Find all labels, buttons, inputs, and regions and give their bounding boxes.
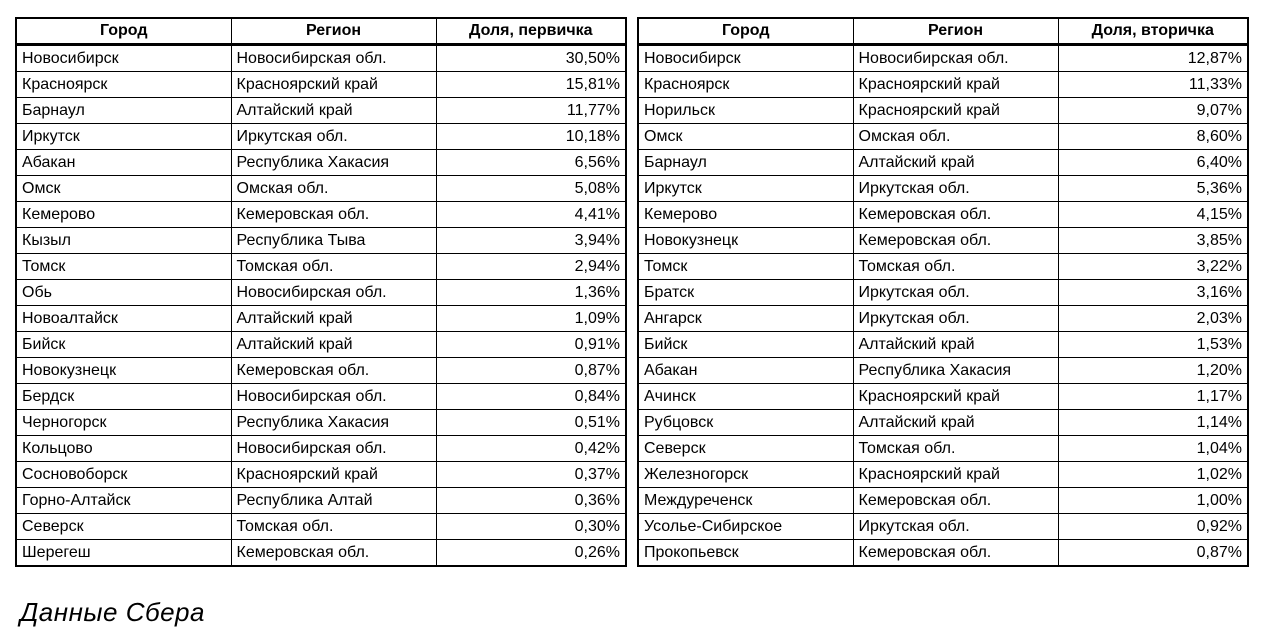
table-row xyxy=(638,332,1248,358)
city-cell: Бийск xyxy=(16,332,231,358)
city-cell: Ангарск xyxy=(638,306,853,332)
region-cell: Красноярский край xyxy=(853,72,1058,98)
region-cell: Красноярский край xyxy=(231,462,436,488)
table-row xyxy=(638,384,1248,410)
city-cell: Кемерово xyxy=(638,202,853,228)
region-cell: Кемеровская обл. xyxy=(853,488,1058,514)
city-cell: Кольцово xyxy=(16,436,231,462)
share-cell: 0,87% xyxy=(436,358,626,384)
share-cell: 0,84% xyxy=(436,384,626,410)
share-cell: 8,60% xyxy=(1058,124,1248,150)
table-row xyxy=(638,436,1248,462)
city-cell: Барнаул xyxy=(16,98,231,124)
region-cell: Новосибирская обл. xyxy=(231,280,436,306)
region-cell: Иркутская обл. xyxy=(853,514,1058,540)
region-cell: Кемеровская обл. xyxy=(231,540,436,567)
share-cell: 0,87% xyxy=(1058,540,1248,567)
table-row xyxy=(16,436,626,462)
table-row xyxy=(638,124,1248,150)
share-cell: 0,37% xyxy=(436,462,626,488)
region-cell: Новосибирская обл. xyxy=(231,436,436,462)
share-cell: 0,36% xyxy=(436,488,626,514)
share-cell: 9,07% xyxy=(1058,98,1248,124)
table-row xyxy=(16,150,626,176)
header-share-secondary: Доля, вторичка xyxy=(1058,18,1248,45)
city-cell: Красноярск xyxy=(16,72,231,98)
table-row xyxy=(638,202,1248,228)
region-cell: Иркутская обл. xyxy=(231,124,436,150)
share-cell: 0,42% xyxy=(436,436,626,462)
city-cell: Рубцовск xyxy=(638,410,853,436)
table-row xyxy=(638,45,1248,72)
share-cell: 1,14% xyxy=(1058,410,1248,436)
region-cell: Томская обл. xyxy=(853,254,1058,280)
region-cell: Алтайский край xyxy=(231,332,436,358)
table-row xyxy=(638,488,1248,514)
region-cell: Омская обл. xyxy=(231,176,436,202)
region-cell: Томская обл. xyxy=(231,254,436,280)
share-cell: 6,56% xyxy=(436,150,626,176)
share-cell: 10,18% xyxy=(436,124,626,150)
region-cell: Томская обл. xyxy=(853,436,1058,462)
share-cell: 3,94% xyxy=(436,228,626,254)
table-row xyxy=(16,254,626,280)
table-row xyxy=(16,72,626,98)
header-row xyxy=(16,18,626,45)
region-cell: Томская обл. xyxy=(231,514,436,540)
share-cell: 1,53% xyxy=(1058,332,1248,358)
city-cell: Братск xyxy=(638,280,853,306)
region-cell: Кемеровская обл. xyxy=(853,202,1058,228)
city-cell: Горно-Алтайск xyxy=(16,488,231,514)
city-cell: Новосибирск xyxy=(16,45,231,72)
region-cell: Алтайский край xyxy=(853,150,1058,176)
table-row xyxy=(16,332,626,358)
region-cell: Алтайский край xyxy=(231,98,436,124)
header-region: Регион xyxy=(231,18,436,45)
share-cell: 4,15% xyxy=(1058,202,1248,228)
share-cell: 2,94% xyxy=(436,254,626,280)
table-row xyxy=(638,254,1248,280)
header-share-primary: Доля, первичка xyxy=(436,18,626,45)
share-cell: 1,17% xyxy=(1058,384,1248,410)
region-cell: Красноярский край xyxy=(853,98,1058,124)
table-row xyxy=(16,540,626,567)
region-cell: Омская обл. xyxy=(853,124,1058,150)
city-cell: Северск xyxy=(638,436,853,462)
source-caption: Данные Сбера xyxy=(20,597,205,627)
table-row xyxy=(16,358,626,384)
share-cell: 4,41% xyxy=(436,202,626,228)
table-row xyxy=(16,228,626,254)
region-cell: Новосибирская обл. xyxy=(231,384,436,410)
city-cell: Железногорск xyxy=(638,462,853,488)
city-cell: Бердск xyxy=(16,384,231,410)
table-row xyxy=(16,124,626,150)
share-cell: 11,77% xyxy=(436,98,626,124)
region-cell: Кемеровская обл. xyxy=(853,540,1058,567)
share-cell: 1,04% xyxy=(1058,436,1248,462)
city-cell: Новоалтайск xyxy=(16,306,231,332)
table-row xyxy=(16,280,626,306)
city-cell: Иркутск xyxy=(638,176,853,202)
share-cell: 2,03% xyxy=(1058,306,1248,332)
table-row xyxy=(16,410,626,436)
share-cell: 6,40% xyxy=(1058,150,1248,176)
table-row xyxy=(638,98,1248,124)
table-row xyxy=(638,176,1248,202)
table-row xyxy=(638,358,1248,384)
region-cell: Иркутская обл. xyxy=(853,176,1058,202)
table-row xyxy=(638,150,1248,176)
share-cell: 12,87% xyxy=(1058,45,1248,72)
city-cell: Омск xyxy=(16,176,231,202)
table-row xyxy=(16,488,626,514)
region-cell: Алтайский край xyxy=(853,410,1058,436)
city-cell: Новосибирск xyxy=(638,45,853,72)
share-cell: 0,26% xyxy=(436,540,626,567)
share-cell: 0,51% xyxy=(436,410,626,436)
city-cell: Абакан xyxy=(16,150,231,176)
region-cell: Республика Хакасия xyxy=(231,150,436,176)
table-row xyxy=(638,540,1248,567)
share-cell: 5,36% xyxy=(1058,176,1248,202)
region-cell: Красноярский край xyxy=(853,462,1058,488)
region-cell: Иркутская обл. xyxy=(853,280,1058,306)
share-cell: 1,36% xyxy=(436,280,626,306)
region-cell: Кемеровская обл. xyxy=(231,358,436,384)
region-cell: Алтайский край xyxy=(853,332,1058,358)
region-cell: Иркутская обл. xyxy=(853,306,1058,332)
city-cell: Новокузнецк xyxy=(638,228,853,254)
table-row xyxy=(16,98,626,124)
table-row xyxy=(16,384,626,410)
share-cell: 1,20% xyxy=(1058,358,1248,384)
city-cell: Обь xyxy=(16,280,231,306)
region-cell: Новосибирская обл. xyxy=(853,45,1058,72)
city-cell: Шерегеш xyxy=(16,540,231,567)
table-row xyxy=(16,202,626,228)
table-row xyxy=(16,45,626,72)
table-row xyxy=(16,176,626,202)
table-row xyxy=(16,514,626,540)
city-cell: Красноярск xyxy=(638,72,853,98)
city-cell: Междуреченск xyxy=(638,488,853,514)
region-cell: Алтайский край xyxy=(231,306,436,332)
city-cell: Прокопьевск xyxy=(638,540,853,567)
region-cell: Республика Тыва xyxy=(231,228,436,254)
city-cell: Абакан xyxy=(638,358,853,384)
city-cell: Кызыл xyxy=(16,228,231,254)
table-row xyxy=(638,462,1248,488)
share-cell: 30,50% xyxy=(436,45,626,72)
share-cell: 0,92% xyxy=(1058,514,1248,540)
header-city: Город xyxy=(638,18,853,45)
tables-row xyxy=(15,17,1261,567)
region-cell: Новосибирская обл. xyxy=(231,45,436,72)
city-cell: Барнаул xyxy=(638,150,853,176)
table-row xyxy=(638,72,1248,98)
share-cell: 1,00% xyxy=(1058,488,1248,514)
city-cell: Кемерово xyxy=(16,202,231,228)
region-cell: Кемеровская обл. xyxy=(853,228,1058,254)
region-cell: Кемеровская обл. xyxy=(231,202,436,228)
share-cell: 0,91% xyxy=(436,332,626,358)
header-region: Регион xyxy=(853,18,1058,45)
table-row xyxy=(638,228,1248,254)
city-cell: Томск xyxy=(638,254,853,280)
region-cell: Республика Хакасия xyxy=(231,410,436,436)
region-cell: Красноярский край xyxy=(853,384,1058,410)
share-cell: 1,09% xyxy=(436,306,626,332)
city-cell: Бийск xyxy=(638,332,853,358)
city-cell: Норильск xyxy=(638,98,853,124)
table-row xyxy=(638,306,1248,332)
city-cell: Омск xyxy=(638,124,853,150)
city-cell: Черногорск xyxy=(16,410,231,436)
share-cell: 3,16% xyxy=(1058,280,1248,306)
share-cell: 5,08% xyxy=(436,176,626,202)
region-cell: Республика Алтай xyxy=(231,488,436,514)
table-row xyxy=(638,410,1248,436)
city-cell: Ачинск xyxy=(638,384,853,410)
city-cell: Усолье-Сибирское xyxy=(638,514,853,540)
header-city: Город xyxy=(16,18,231,45)
region-cell: Красноярский край xyxy=(231,72,436,98)
city-cell: Иркутск xyxy=(16,124,231,150)
secondary-share-table xyxy=(637,17,1249,567)
share-cell: 3,85% xyxy=(1058,228,1248,254)
table-row xyxy=(638,514,1248,540)
table-row xyxy=(16,462,626,488)
city-cell: Томск xyxy=(16,254,231,280)
primary-share-table xyxy=(15,17,627,567)
table-row xyxy=(16,306,626,332)
share-cell: 0,30% xyxy=(436,514,626,540)
table-row xyxy=(638,280,1248,306)
share-cell: 1,02% xyxy=(1058,462,1248,488)
city-cell: Новокузнецк xyxy=(16,358,231,384)
city-cell: Сосновоборск xyxy=(16,462,231,488)
share-cell: 11,33% xyxy=(1058,72,1248,98)
header-row xyxy=(638,18,1248,45)
share-cell: 3,22% xyxy=(1058,254,1248,280)
region-cell: Республика Хакасия xyxy=(853,358,1058,384)
city-cell: Северск xyxy=(16,514,231,540)
share-cell: 15,81% xyxy=(436,72,626,98)
